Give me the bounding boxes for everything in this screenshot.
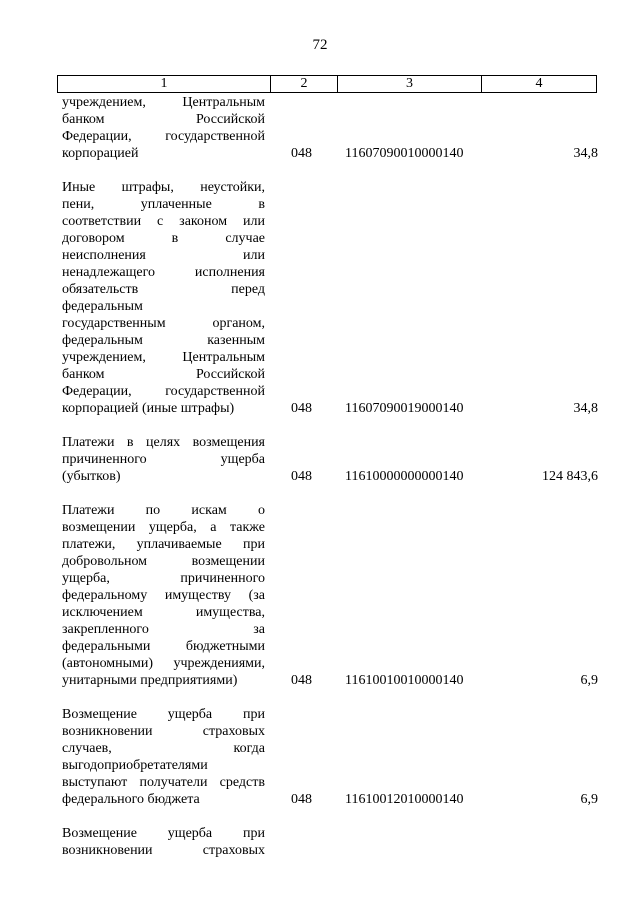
description-line: неисполнения или xyxy=(62,248,265,263)
admin-code: 048 xyxy=(291,673,312,688)
table-body xyxy=(0,94,640,859)
description-line: возникновении страховых xyxy=(62,724,265,739)
description-line: выступают получатели средств xyxy=(62,775,265,790)
description-line: платежи, уплачиваемые при xyxy=(62,537,265,552)
row-description xyxy=(62,179,265,417)
table-row xyxy=(0,502,640,689)
description-line: закрепленного за xyxy=(62,622,265,637)
description-line: обязательств перед xyxy=(62,282,265,297)
description-line: корпорацией xyxy=(62,146,139,161)
row-description xyxy=(62,94,265,162)
table-header-row xyxy=(57,75,597,93)
description-line: пени, уплаченные в xyxy=(62,197,265,212)
description-line: федеральными бюджетными xyxy=(62,639,265,654)
row-description xyxy=(62,706,265,808)
description-line: Платежи по искам о xyxy=(62,503,265,518)
amount: 6,9 xyxy=(580,792,598,807)
table-row xyxy=(0,179,640,417)
description-line: ненадлежащего исполнения xyxy=(62,265,265,280)
description-line: банком Российской xyxy=(62,112,265,127)
description-line: федеральному имуществу (за xyxy=(62,588,265,603)
admin-code: 048 xyxy=(291,146,312,161)
description-line: Федерации, государственной xyxy=(62,129,265,144)
table-row xyxy=(0,706,640,808)
description-line: Возмещение ущерба при xyxy=(62,707,265,722)
amount: 124 843,6 xyxy=(542,469,598,484)
description-line: ущерба, причиненного xyxy=(62,571,265,586)
description-line: банком Российской xyxy=(62,367,265,382)
kbk-code: 11607090010000140 xyxy=(345,146,464,161)
description-line: Федерации, государственной xyxy=(62,384,265,399)
description-line: унитарными предприятиями) xyxy=(62,673,238,688)
description-line: договором в случае xyxy=(62,231,265,246)
kbk-code: 11610010010000140 xyxy=(345,673,464,688)
table-row xyxy=(0,94,640,162)
header-cell-4: 4 xyxy=(481,76,596,92)
header-cell-2: 2 xyxy=(270,76,337,92)
description-line: Возмещение ущерба при xyxy=(62,826,265,841)
table-row xyxy=(0,434,640,485)
description-line: возмещении ущерба, а также xyxy=(62,520,265,535)
description-line: Платежи в целях возмещения xyxy=(62,435,265,450)
row-description xyxy=(62,825,265,859)
table-row xyxy=(0,825,640,859)
description-line: выгодоприобретателями xyxy=(62,758,208,773)
description-line: соответствии с законом или xyxy=(62,214,265,229)
header-cell-1: 1 xyxy=(160,76,168,91)
kbk-code: 11610000000000140 xyxy=(345,469,464,484)
description-line: федеральным xyxy=(62,299,143,314)
description-line: Иные штрафы, неустойки, xyxy=(62,180,265,195)
description-line: государственным органом, xyxy=(62,316,265,331)
amount: 34,8 xyxy=(573,146,598,161)
kbk-code: 11610012010000140 xyxy=(345,792,464,807)
description-line: федерального бюджета xyxy=(62,792,200,807)
description-line: федеральным казенным xyxy=(62,333,265,348)
description-line: возникновении страховых xyxy=(62,843,265,858)
kbk-code: 11607090019000140 xyxy=(345,401,464,416)
description-line: исключением имущества, xyxy=(62,605,265,620)
description-line: корпорацией (иные штрафы) xyxy=(62,401,235,416)
header-cell-3: 3 xyxy=(337,76,481,92)
admin-code: 048 xyxy=(291,401,312,416)
amount: 6,9 xyxy=(580,673,598,688)
description-line: причиненного ущерба xyxy=(62,452,265,467)
description-line: (автономными) учреждениями, xyxy=(62,656,265,671)
description-line: (убытков) xyxy=(62,469,121,484)
amount: 34,8 xyxy=(573,401,598,416)
page-number: 72 xyxy=(312,37,328,53)
row-description xyxy=(62,502,265,689)
description-line: учреждением, Центральным xyxy=(62,95,265,110)
description-line: добровольном возмещении xyxy=(62,554,265,569)
description-line: учреждением, Центральным xyxy=(62,350,265,365)
admin-code: 048 xyxy=(291,792,312,807)
admin-code: 048 xyxy=(291,469,312,484)
row-description xyxy=(62,434,265,485)
description-line: случаев, когда xyxy=(62,741,265,756)
